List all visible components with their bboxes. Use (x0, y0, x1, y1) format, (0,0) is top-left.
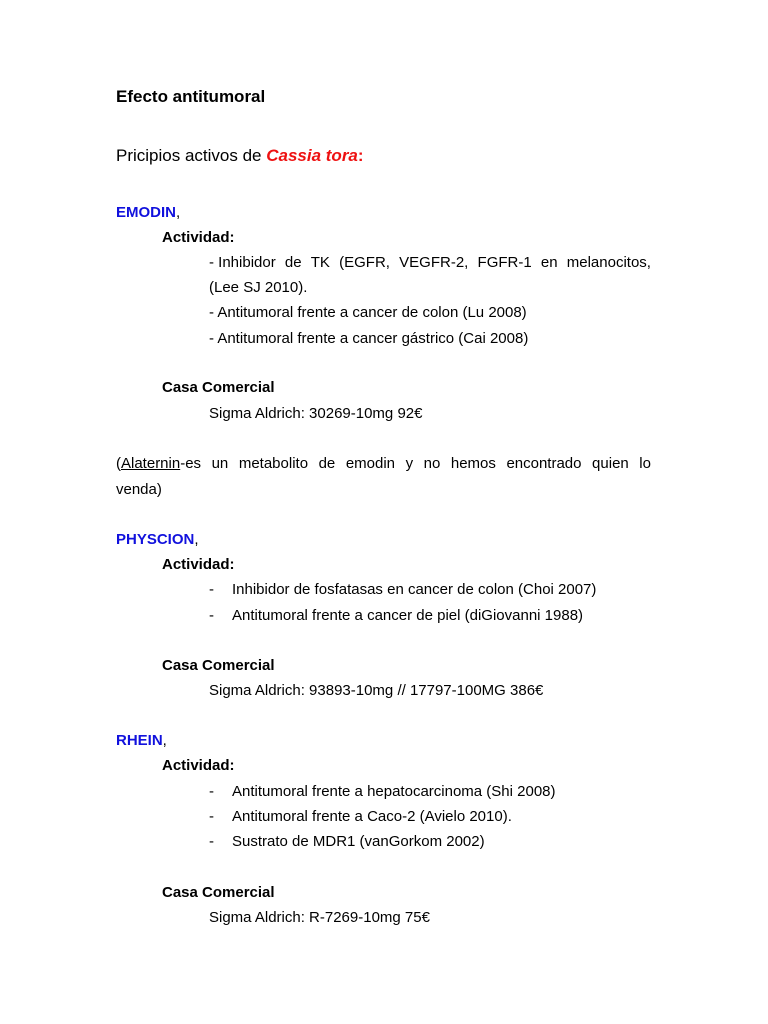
list-item: Antitumoral frente a cancer de piel (diGiovanni 1988) (232, 607, 584, 624)
vendor-label: Casa Comercial (162, 884, 275, 901)
activity-label: Actividad: (162, 229, 235, 246)
activity-line: (Lee SJ 2010). (209, 279, 308, 296)
bullet-dash: - (209, 607, 214, 624)
activity-line: - Antitumoral frente a cancer de colon (Lu 2008) (209, 304, 527, 321)
list-item: Inhibidor de fosfatasas en cancer de colon (Choi 2007) (232, 581, 597, 598)
compound-name: EMODIN (116, 204, 176, 221)
vendor-label: Casa Comercial (162, 657, 275, 674)
list-item: Antitumoral frente a hepatocarcinoma (Shi 2008) (232, 783, 556, 800)
species-name: Cassia tora: (266, 146, 364, 165)
bullet-dash: - (209, 808, 214, 825)
activity-line-justified: - Inhibidor de TK (EGFR, VEGFR-2, FGFR-1 en melanocitos, (209, 254, 651, 271)
page-title: Efecto antitumoral (116, 87, 266, 106)
compound-emodin-heading: EMODIN, (116, 204, 181, 221)
subtitle (116, 146, 364, 166)
activity-line: - Antitumoral frente a cancer gástrico (Cai 2008) (209, 330, 529, 347)
vendor-label: Casa Comercial (162, 379, 275, 396)
list-item: Sustrato de MDR1 (vanGorkom 2002) (232, 833, 485, 850)
note-line: (Alaternin-es un metabolito de emodin y no hemos encontrado quien lo (116, 455, 651, 472)
vendor-info: Sigma Aldrich: 93893-10mg // 17797-100MG 386€ (209, 682, 544, 699)
compound-rhein-heading: RHEIN, (116, 732, 167, 749)
bullet-dash: - (209, 581, 214, 598)
compound-physcion-heading: PHYSCION, (116, 531, 199, 548)
activity-label: Actividad: (162, 757, 235, 774)
compound-name: RHEIN (116, 732, 163, 749)
note-line: venda) (116, 481, 162, 498)
activity-label: Actividad: (162, 556, 235, 573)
alaternin-link: Alaternin (121, 455, 181, 472)
subtitle-prefix: Pricipios activos de (116, 146, 267, 165)
vendor-info: Sigma Aldrich: 30269-10mg 92€ (209, 405, 423, 422)
bullet-dash: - (209, 783, 214, 800)
compound-name: PHYSCION (116, 531, 195, 548)
list-item: Antitumoral frente a Caco-2 (Avielo 2010). (232, 808, 512, 825)
bullet-dash: - (209, 833, 214, 850)
vendor-info: Sigma Aldrich: R-7269-10mg 75€ (209, 909, 430, 926)
